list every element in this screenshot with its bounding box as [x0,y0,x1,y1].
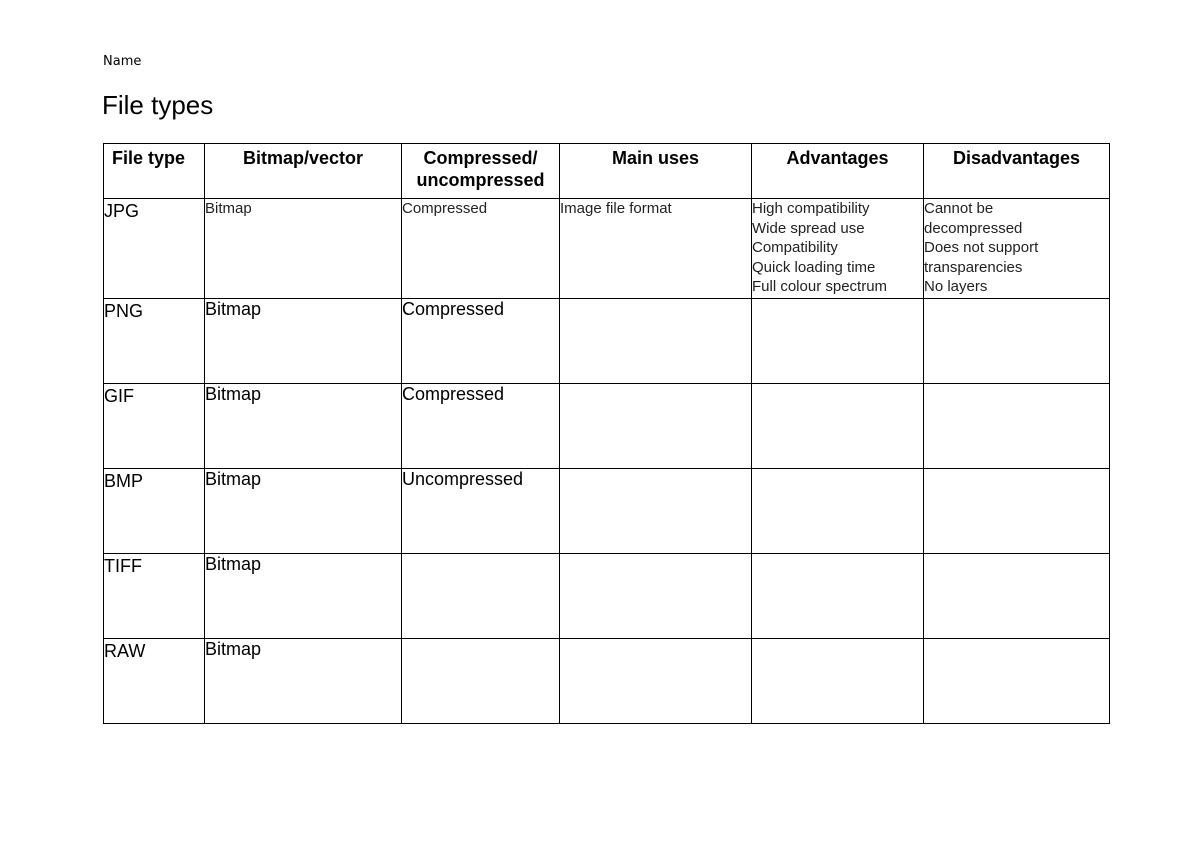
table-header-row [104,144,1110,199]
file-type-cell: GIF [104,384,205,469]
file-type-cell: TIFF [104,554,205,639]
disadvantage-item: No layers [924,278,988,295]
table-row [104,469,1110,554]
table-row [104,384,1110,469]
bitmap-vector-cell: Bitmap [205,299,402,384]
table-row [104,199,1110,299]
advantage-item: High compatibility [752,200,870,217]
header-compressed-line1: Compressed/ [423,148,538,168]
compression-cell: Uncompressed [402,469,560,554]
disadvantages-cell [924,639,1110,724]
table-row [104,554,1110,639]
advantage-item: Compatibility [752,239,838,256]
disadvantage-item: Does not support [924,239,1039,256]
main-uses-cell [560,299,752,384]
bitmap-vector-cell: Bitmap [205,199,402,299]
compression-cell [402,639,560,724]
file-type-cell: RAW [104,639,205,724]
bitmap-vector-cell: Bitmap [205,384,402,469]
advantages-cell [752,199,924,299]
main-uses-cell [560,469,752,554]
advantages-cell [752,384,924,469]
bitmap-vector-cell: Bitmap [205,469,402,554]
disadvantages-cell [924,299,1110,384]
compression-cell [402,554,560,639]
advantage-item: Quick loading time [752,258,876,276]
name-label: Name [103,54,142,69]
disadvantages-cell [924,384,1110,469]
header-advantages: Advantages [752,144,924,199]
header-disadvantages: Disadvantages [924,144,1110,199]
disadvantages-cell [924,554,1110,639]
disadvantages-cell [924,469,1110,554]
compression-cell: Compressed [402,199,560,299]
main-uses-cell: Image file format [560,199,752,299]
disadvantage-item: decompressed [924,219,1023,237]
advantages-cell [752,469,924,554]
disadvantages-cell [924,199,1110,299]
header-file-type: File type [104,144,205,199]
bitmap-vector-cell: Bitmap [205,639,402,724]
header-compressed-line2: uncompressed [416,170,545,190]
table-row [104,299,1110,384]
main-uses-cell [560,554,752,639]
advantages-cell [752,639,924,724]
disadvantage-item: transparencies [924,258,1023,276]
header-compressed [402,144,560,199]
file-type-cell: BMP [104,469,205,554]
table-row [104,639,1110,724]
file-type-cell: JPG [104,199,205,299]
compression-cell: Compressed [402,299,560,384]
advantages-cell [752,554,924,639]
header-bitmap-vector: Bitmap/vector [205,144,402,199]
file-type-cell: PNG [104,299,205,384]
advantage-item: Full colour spectrum [752,278,888,295]
main-uses-cell [560,384,752,469]
compression-cell: Compressed [402,384,560,469]
disadvantage-item: Cannot be [924,200,994,217]
main-uses-cell [560,639,752,724]
advantage-item: Wide spread use [752,219,865,237]
bitmap-vector-cell: Bitmap [205,554,402,639]
file-types-table [103,143,1110,724]
page-title: File types [102,90,214,120]
header-main-uses: Main uses [560,144,752,199]
advantages-cell [752,299,924,384]
